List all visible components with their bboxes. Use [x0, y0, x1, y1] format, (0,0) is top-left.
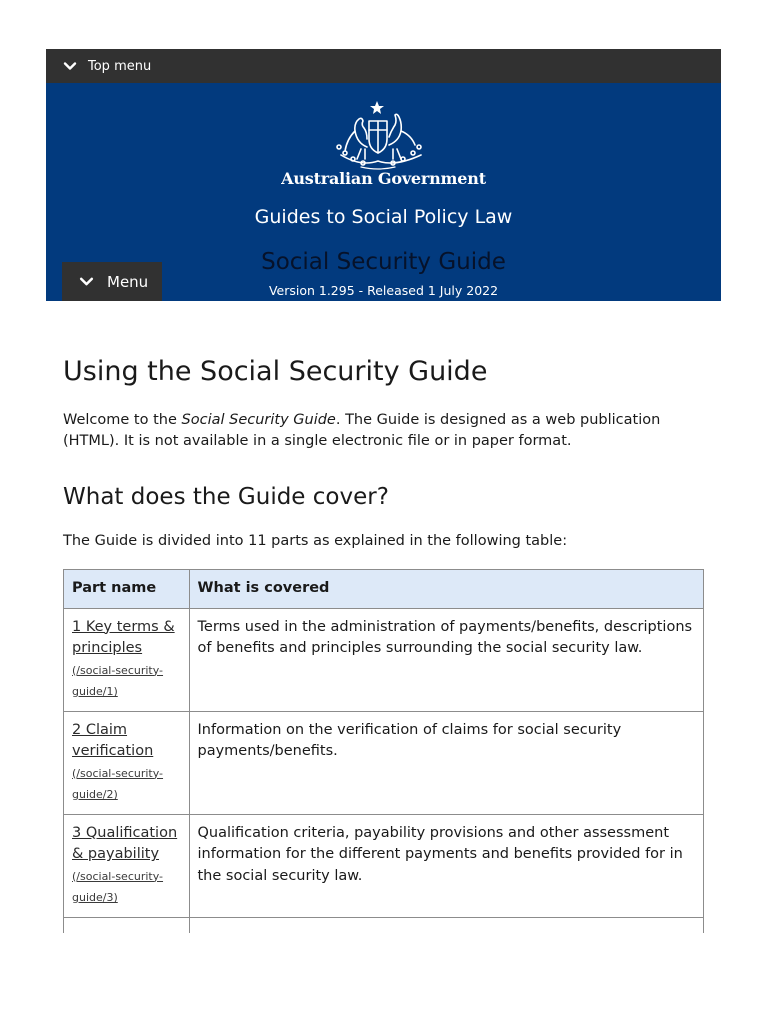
table-header-row — [64, 570, 704, 608]
part-link[interactable]: 2 Claim verification — [72, 721, 154, 759]
part-link[interactable]: 1 Key terms & principles — [72, 618, 175, 656]
menu-toggle-button[interactable] — [62, 262, 162, 301]
australian-coat-of-arms-icon — [331, 97, 435, 171]
intro-text-start: Welcome to the — [63, 412, 182, 428]
government-name: Australian Government — [281, 169, 486, 188]
covered-cell: Information on the verification of claims for social security payments/benefits. — [189, 711, 704, 814]
intro-guide-name: Social Security Guide — [181, 412, 336, 428]
site-title[interactable]: Guides to Social Policy Law — [254, 206, 513, 228]
intro-text-end: . The Guide is designed as a web publication (HTML). It is not available in a single electronic file or in paper format. — [63, 412, 661, 449]
top-menu-toggle[interactable] — [46, 49, 721, 83]
column-header-what-is-covered: What is covered — [189, 570, 704, 608]
part-cell — [64, 711, 189, 814]
site-banner — [46, 83, 721, 301]
table-row — [64, 917, 704, 933]
column-header-part-name: Part name — [64, 570, 189, 608]
covered-cell: Qualification criteria, payability provisions and other assessment information for the different payments and benefits provided for in the social security law. — [189, 814, 704, 917]
version-info: Version 1.295 - Released 1 July 2022 — [268, 283, 499, 298]
covered-cell — [189, 917, 704, 933]
chevron-down-icon — [78, 273, 95, 290]
covered-cell: Terms used in the administration of payments/benefits, descriptions of benefits and principles surrounding the social security law. — [189, 608, 704, 711]
guide-title: Social Security Guide — [261, 249, 506, 275]
table-row — [64, 608, 704, 711]
part-cell — [64, 814, 189, 917]
page-title: Using the Social Security Guide — [63, 356, 488, 387]
part-link[interactable]: 3 Qualification & payability — [72, 824, 178, 862]
part-link-path[interactable]: (/social-security-guide/1) — [72, 663, 164, 698]
parts-table — [63, 569, 704, 933]
table-row — [64, 814, 704, 917]
top-menu-label: Top menu — [88, 58, 152, 74]
table-row — [64, 711, 704, 814]
part-cell — [64, 608, 189, 711]
chevron-down-icon — [62, 58, 78, 74]
intro-paragraph — [63, 410, 713, 452]
part-link-path[interactable]: (/social-security-guide/2) — [72, 766, 164, 801]
menu-label: Menu — [107, 272, 149, 291]
part-cell — [64, 917, 189, 933]
table-intro-text: The Guide is divided into 11 parts as explained in the following table: — [63, 533, 568, 549]
part-link-path[interactable]: (/social-security-guide/3) — [72, 869, 164, 904]
section-heading: What does the Guide cover? — [63, 484, 389, 510]
